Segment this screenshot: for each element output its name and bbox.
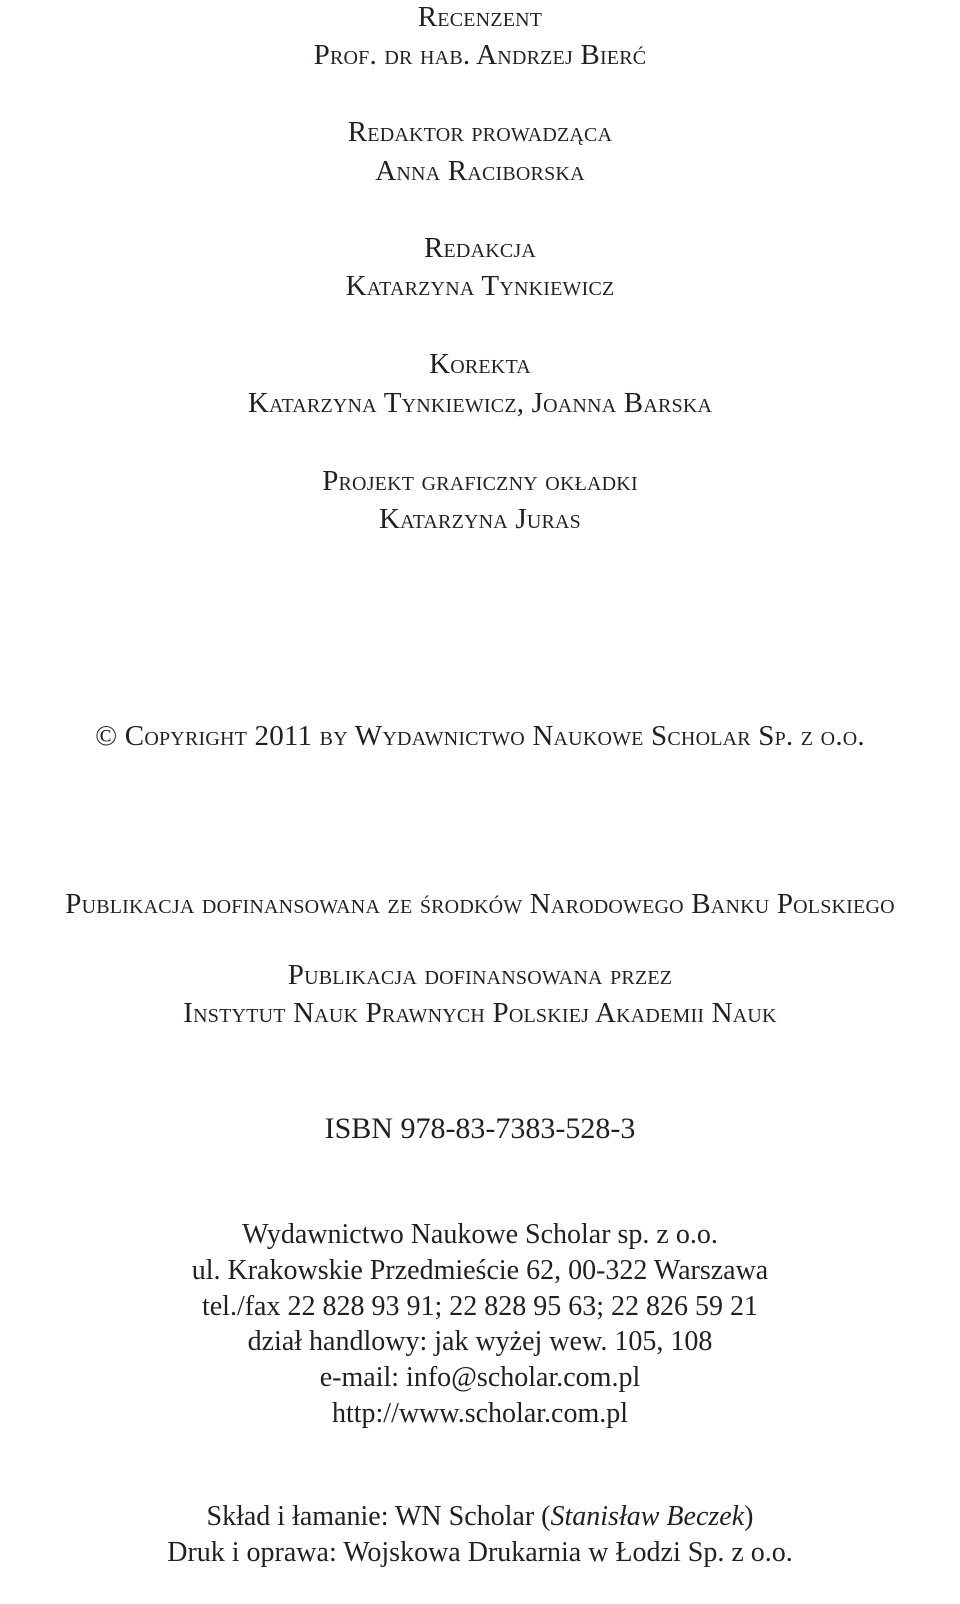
printing-line: Druk i oprawa: Wojskowa Drukarnia w Łodzi Sp. z o.o. — [167, 1537, 793, 1568]
publisher-website: http://www.scholar.com.pl — [331, 1398, 629, 1429]
managing-editor-name: Anna Raciborska — [375, 155, 585, 187]
publisher-address: ul. Krakowskie Przedmieście 62, 00-322 Warszawa — [191, 1255, 769, 1286]
publisher-email: e-mail: info@scholar.com.pl — [319, 1362, 641, 1393]
reviewer-name: Prof. dr hab. Andrzej Bierć — [313, 39, 647, 71]
publisher-name: Wydawnictwo Naukowe Scholar sp. z o.o. — [242, 1219, 718, 1250]
funding-inp-line2: Instytut Nauk Prawnych Polskiej Akademii Nauk — [183, 997, 777, 1029]
copyright-line — [0, 722, 960, 751]
copyright-icon: © — [95, 720, 118, 752]
proofreading-names: Katarzyna Tynkiewicz, Joanna Barska — [247, 387, 713, 419]
reviewer-label: Recenzent — [417, 1, 543, 33]
isbn: ISBN 978-83-7383-528-3 — [324, 1112, 636, 1145]
editing-label: Redakcja — [423, 232, 537, 264]
typesetting-line — [0, 1503, 960, 1531]
cover-design-label: Projekt graficzny okładki — [322, 465, 638, 497]
managing-editor-label: Redaktor prowadząca — [347, 116, 613, 148]
proofreading-label: Korekta — [429, 348, 531, 380]
publisher-sales: dział handlowy: jak wyżej wew. 105, 108 — [247, 1326, 713, 1357]
typesetting-suffix: ) — [744, 1501, 754, 1532]
funding-nbp: Publikacja dofinansowana ze środków Narodowego Banku Polskiego — [65, 888, 895, 920]
editing-name: Katarzyna Tynkiewicz — [345, 270, 615, 302]
typesetting-prefix: Skład i łamanie: WN Scholar ( — [206, 1501, 551, 1532]
publisher-phone: tel./fax 22 828 93 91; 22 828 95 63; 22 826 59 21 — [201, 1291, 759, 1322]
funding-inp-line1: Publikacja dofinansowana przez — [287, 959, 673, 991]
cover-design-name: Katarzyna Juras — [379, 503, 581, 535]
copyright-text: Copyright 2011 by Wydawnictwo Naukowe Scholar Sp. z o.o. — [124, 720, 865, 752]
typesetting-person: Stanisław Beczek — [550, 1501, 745, 1532]
